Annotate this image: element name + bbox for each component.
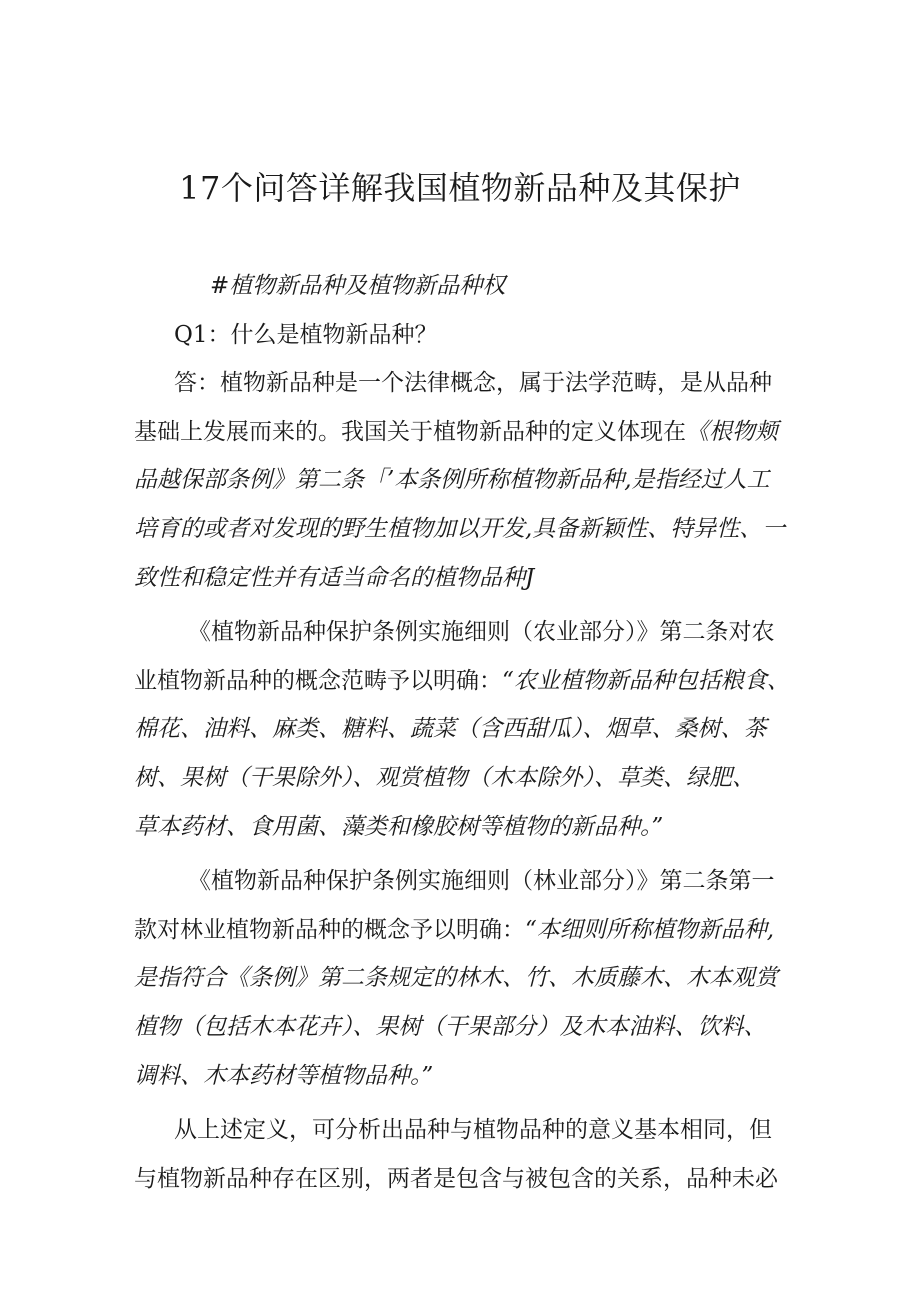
paragraph-4 bbox=[134, 1106, 794, 1203]
paragraph-line: 植物（包括木本花卉）、果树（干果部分）及木本油料、饮料、 bbox=[134, 1013, 767, 1040]
paragraph-line: 培育的或者对发现的野生植物加以开发,具备新颖性、特异性、一 bbox=[134, 515, 786, 542]
italic-quote: “本细则所称植物新品种, bbox=[525, 916, 775, 943]
paragraph-line: 草本药材、食用菌、藻类和橡胶树等植物的新品种。” bbox=[134, 813, 664, 840]
document-title: 17个问答详解我国植物新品种及其保护 bbox=[179, 169, 741, 207]
paragraph-line bbox=[134, 657, 794, 706]
plain-text: 业植物新品种的概念范畴予以明确： bbox=[134, 667, 502, 694]
paragraph-line: 《植物新品种保护条例实施细则（农业部分）》第二条对农 bbox=[188, 619, 775, 646]
paragraph-line: 调料、木本药材等植物品种。” bbox=[134, 1062, 434, 1089]
paragraph-line: 棉花、油料、麻类、糖料、蔬菜（含西甜瓜）、烟草、桑树、茶 bbox=[134, 716, 767, 743]
question-1: Q1：什么是植物新品种？ bbox=[174, 321, 438, 348]
paragraph-line: 《植物新品种保护条例实施细则（林业部分）》第二条第一 bbox=[188, 868, 775, 895]
plain-text: 款对林业植物新品种的概念予以明确： bbox=[134, 916, 525, 943]
paragraph-2 bbox=[134, 608, 794, 851]
paragraph-line: 品越保部条例》第二条「’本条例所称植物新品种,是指经过人工 bbox=[134, 467, 770, 494]
paragraph-line: 是指符合《条例》第二条规定的林木、竹、木质藤木、木本观赏 bbox=[134, 965, 778, 992]
paragraph-line: 从上述定义，可分析出品种与植物品种的意义基本相同，但 bbox=[174, 1117, 772, 1144]
plain-text: 基础上发展而来的。我国关于植物新品种的定义体现在 bbox=[134, 418, 686, 445]
paragraph-line: 答：植物新品种是一个法律概念，属于法学范畴，是从品种 bbox=[174, 370, 772, 397]
paragraph-line: 致性和稳定性并有适当命名的植物品种J bbox=[134, 564, 535, 591]
paragraph-3 bbox=[134, 857, 794, 1100]
italic-quote: “农业植物新品种包括粮食、 bbox=[502, 667, 790, 694]
document-body bbox=[134, 262, 794, 1203]
section-heading: #植物新品种及植物新品种权 bbox=[210, 273, 506, 299]
italic-quote: 《根物颊 bbox=[686, 418, 778, 445]
paragraph-line: 与植物新品种存在区别，两者是包含与被包含的关系，品种未必 bbox=[134, 1165, 778, 1192]
paragraph-1 bbox=[134, 359, 794, 602]
paragraph-line bbox=[134, 906, 794, 955]
paragraph-line: 树、果树（干果除外）、观赏植物（木本除外）、草类、绿肥、 bbox=[134, 764, 755, 791]
paragraph-line bbox=[134, 408, 794, 457]
